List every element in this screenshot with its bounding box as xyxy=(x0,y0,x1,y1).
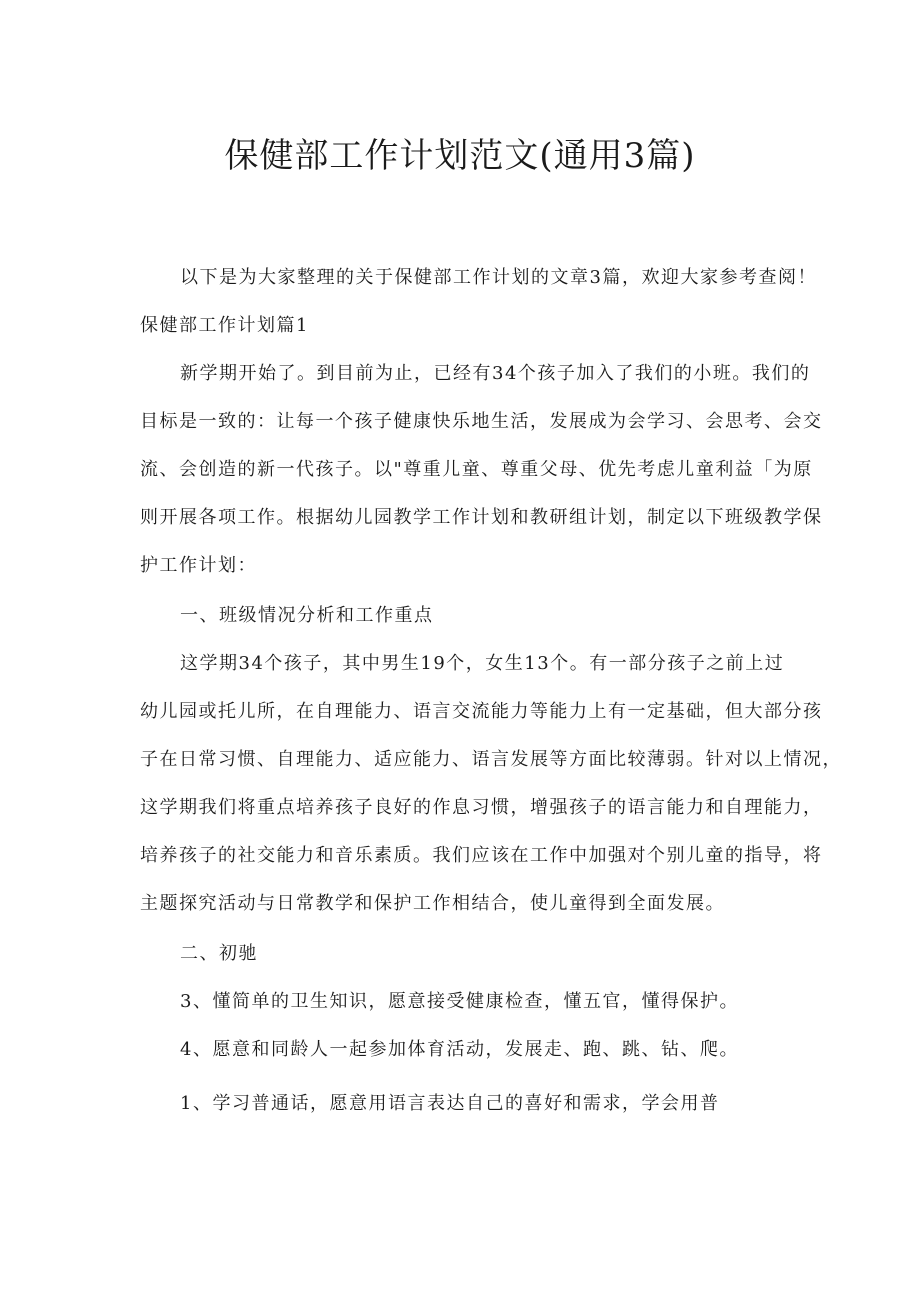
intro-text: 以下是为大家整理的关于保健部工作计划的文章3篇，欢迎大家参考查阅！ xyxy=(180,267,817,288)
subheading: 二、初驰 xyxy=(180,943,258,964)
paragraph-line: 这学期34个孩子，其中男生19个，女生13个。有一部分孩子之前上过 xyxy=(180,653,785,674)
paragraph-line: 则开展各项工作。根据幼儿园教学工作计划和教研组计划，制定以下班级教学保 xyxy=(140,507,823,528)
list-item: 4、愿意和同龄人一起参加体育活动，发展走、跑、跳、钻、爬。 xyxy=(180,1039,739,1060)
paragraph-line: 目标是一致的：让每一个孩子健康快乐地生活，发展成为会学习、会思考、会交 xyxy=(140,411,823,432)
paragraph-line: 子在日常习惯、自理能力、适应能力、语言发展等方面比较薄弱。针对以上情况， xyxy=(140,749,842,770)
paragraph-line: 培养孩子的社交能力和音乐素质。我们应该在工作中加强对个别儿童的指导，将 xyxy=(140,845,823,866)
list-item: 1、学习普通话，愿意用语言表达自己的喜好和需求，学会用普 xyxy=(180,1093,720,1114)
paragraph-line: 新学期开始了。到目前为止，已经有34个孩子加入了我们的小班。我们的 xyxy=(180,363,811,384)
paragraph-line: 流、会创造的新一代孩子。以"尊重儿童、尊重父母、优先考虑儿童利益「为原 xyxy=(140,459,813,480)
paragraph-line: 护工作计划： xyxy=(140,555,257,576)
paragraph-line: 主题探究活动与日常教学和保护工作相结合，使儿童得到全面发展。 xyxy=(140,893,725,914)
paragraph-line: 这学期我们将重点培养孩子良好的作息习惯，增强孩子的语言能力和自理能力， xyxy=(140,797,823,818)
document-title: 保健部工作计划范文(通用3篇) xyxy=(224,136,696,176)
list-item: 3、懂简单的卫生知识，愿意接受健康检查，懂五官，懂得保护。 xyxy=(180,991,739,1012)
subheading: 一、班级情况分析和工作重点 xyxy=(180,605,434,626)
paragraph-line: 幼儿园或托儿所，在自理能力、语言交流能力等能力上有一定基础，但大部分孩 xyxy=(140,701,823,722)
section-heading: 保健部工作计划篇1 xyxy=(140,315,309,336)
